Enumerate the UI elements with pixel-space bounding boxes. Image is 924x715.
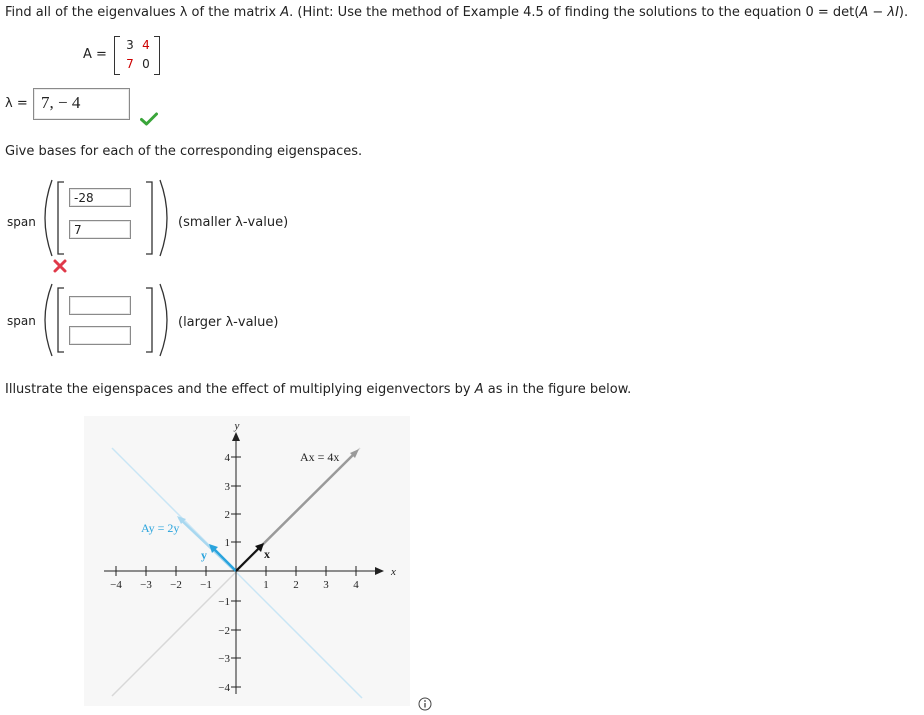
- question-prefix: Find all of the eigenvalues λ of the matrix: [5, 5, 281, 20]
- y-tick-label: −3: [218, 653, 230, 665]
- x-axis-label: x: [391, 566, 396, 578]
- y-tick-label: −2: [218, 625, 230, 637]
- question-text: [5, 5, 908, 20]
- illustrate-suffix: as in the figure below.: [483, 382, 632, 397]
- y-tick-label: 1: [224, 537, 230, 549]
- matrix: [114, 36, 160, 76]
- x-tick-label: 1: [263, 579, 269, 591]
- y-tick-label: −1: [218, 596, 230, 608]
- question-matrix-var: A: [280, 5, 290, 20]
- y-vector-label: y: [201, 548, 207, 562]
- span-label-smaller: span: [7, 215, 36, 229]
- Ax-label: Ax = 4x: [300, 450, 340, 464]
- illustrate-prefix: Illustrate the eigenspaces and the effect of multiplying eigenvectors by: [5, 382, 475, 397]
- check-icon: [140, 112, 158, 130]
- matrix-left-bracket: [114, 36, 120, 75]
- x-tick-label: −1: [200, 579, 212, 591]
- x-tick-label: 2: [293, 579, 299, 591]
- smaller-note: (smaller λ-value): [178, 215, 289, 230]
- question-middle: . (Hint: Use the method of Example 4.5 of finding the solutions to the equation 0 = det(: [289, 5, 860, 20]
- lambda-label: λ =: [5, 96, 28, 111]
- span-label-larger: span: [7, 314, 36, 328]
- larger-vector-entry-2[interactable]: [69, 326, 131, 345]
- matrix-right-bracket: [154, 36, 160, 75]
- y-tick-label: 2: [224, 509, 230, 521]
- y-axis-label: y: [234, 420, 240, 432]
- x-tick-label: 4: [353, 579, 359, 591]
- y-tick-label: 4: [224, 452, 230, 464]
- x-tick-label: −3: [140, 579, 152, 591]
- x-tick-label: −4: [110, 579, 122, 591]
- question-det-expr: A − λI: [859, 5, 899, 20]
- x-icon: [52, 258, 68, 278]
- span-group-larger: [36, 282, 176, 358]
- question-suffix: ).: [898, 5, 909, 20]
- matrix-label: A =: [83, 47, 107, 62]
- illustrate-prompt: [5, 382, 631, 397]
- eigenspace-figure[interactable]: [84, 416, 410, 710]
- info-icon[interactable]: [418, 697, 432, 715]
- y-tick-label: −4: [218, 682, 230, 694]
- x-tick-label: −2: [170, 579, 182, 591]
- larger-parens: [36, 282, 176, 358]
- bases-prompt: Give bases for each of the corresponding eigenspaces.: [5, 144, 363, 159]
- smaller-vector-entry-2[interactable]: 7: [69, 220, 131, 239]
- span-group-smaller: [36, 178, 176, 258]
- smaller-vector-entry-1[interactable]: -28: [69, 188, 131, 207]
- Ay-label: Ay = 2y: [141, 521, 180, 535]
- larger-vector-entry-1[interactable]: [69, 296, 131, 315]
- x-vector-label: x: [264, 547, 270, 561]
- matrix-cell-11: 3: [126, 38, 134, 52]
- y-tick-label: 3: [224, 481, 230, 493]
- matrix-cell-21: 7: [126, 57, 134, 71]
- matrix-cell-12: 4: [142, 38, 150, 52]
- figure-svg: [84, 416, 410, 706]
- eigenvalue-input[interactable]: 7, − 4: [33, 88, 130, 120]
- x-tick-label: 3: [323, 579, 329, 591]
- illustrate-var: A: [474, 382, 484, 397]
- larger-note: (larger λ-value): [178, 315, 279, 330]
- matrix-cell-22: 0: [142, 57, 150, 71]
